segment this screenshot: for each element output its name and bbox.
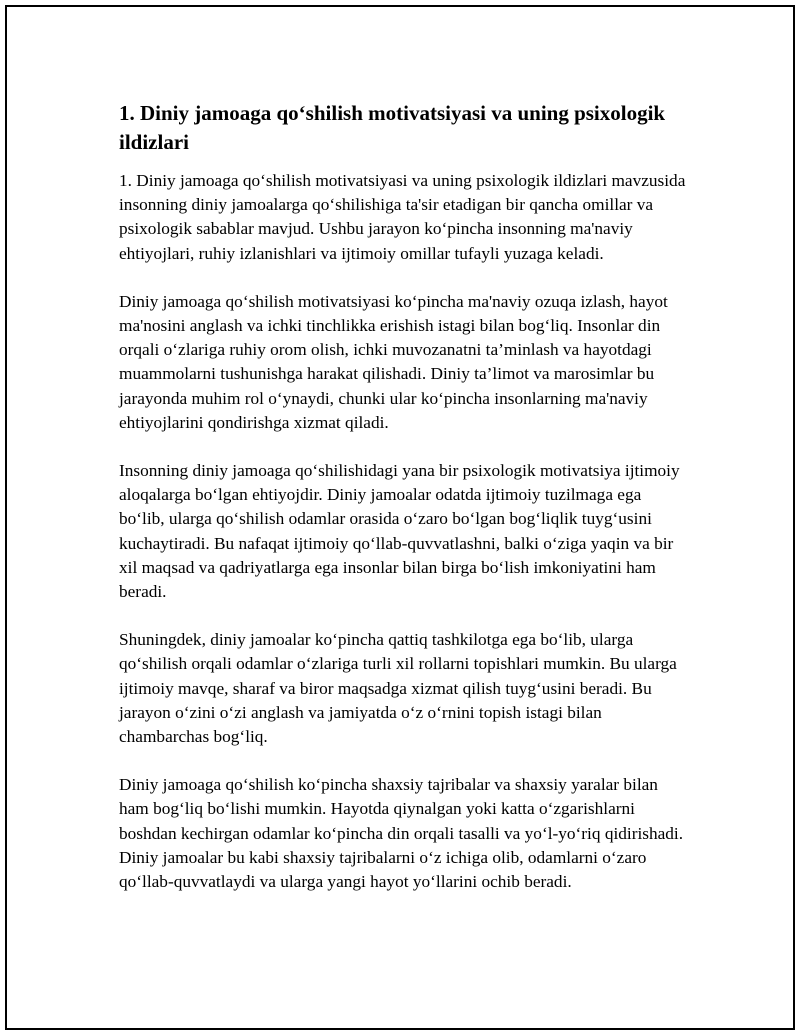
paragraph-2: Diniy jamoaga qo‘shilish motivatsiyasi ko‘pincha ma'naviy ozuqa izlash, hayot ma'nosini anglash va ichki tinchlikka erishish istagi bilan bog‘liq. Insonlar din orqali o‘zlariga ruhiy orom olish, ichki muvozanatni ta’minlash va hayotdagi muammolarni tushunishga harakat qilishadi. Diniy ta’limot va marosimlar bu jarayonda muhim rol o‘ynaydi, chunki ular ko‘pincha insonlarning ma'naviy ehtiyojlarini qondirishga xizmat qiladi. [119,291,668,432]
document-body [119,99,691,918]
document-title: 1. Diniy jamoaga qo‘shilish motivatsiyasi va uning psixologik ildizlari [119,101,666,154]
paragraph-3: Insonning diniy jamoaga qo‘shilishidagi yana bir psixologik motivatsiya ijtimoiy aloqalarga bo‘lgan ehtiyojdir. Diniy jamoalar odatda ijtimoiy tuzilmaga ega bo‘lib, ularga qo‘shilish odamlar orasida o‘zaro bo‘lgan bog‘liqlik tuyg‘usini kuchaytiradi. Bu nafaqat ijtimoiy qo‘llab-quvvatlashni, balki o‘ziga yaqin va bir xil maqsad va qadriyatlarga ega insonlar bilan birga bo‘lish imkoniyatini ham beradi. [119,461,680,602]
page-frame [5,5,795,1030]
paragraph-5: Diniy jamoaga qo‘shilish ko‘pincha shaxsiy tajribalar va shaxsiy yaralar bilan ham bog‘liq bo‘lishi mumkin. Hayotda qiynalgan yoki katta o‘zgarishlarni boshdan kechirgan odamlar ko‘pincha din orqali tasalli va yo‘l-yo‘riq qidirishadi. Diniy jamoalar bu kabi shaxsiy tajribalarni o‘z ichiga olib, odamlarni o‘zaro qo‘llab-quvvatlaydi va ularga yangi hayot yo‘llarini ochib beradi. [119,775,684,892]
paragraph-4: Shuningdek, diniy jamoalar ko‘pincha qattiq tashkilotga ega bo‘lib, ularga qo‘shilish orqali odamlar o‘zlariga turli xil rollarni topishlari mumkin. Bu ularga ijtimoiy mavqe, sharaf va biror maqsadga xizmat qilish tuyg‘usini beradi. Bu jarayon o‘zini o‘zi anglash va jamiyatda o‘z o‘rnini topish istagi bilan chambarchas bog‘liq. [119,630,677,747]
paragraph-1: 1. Diniy jamoaga qo‘shilish motivatsiyasi va uning psixologik ildizlari mavzusida insonning diniy jamoalarga qo‘shilishiga ta'sir etadigan bir qancha omillar va psixologik sabablar mavjud. Ushbu jarayon ko‘pincha insonning ma'naviy ehtiyojlari, ruhiy izlanishlari va ijtimoiy omillar tufayli yuzaga keladi. [119,171,686,263]
